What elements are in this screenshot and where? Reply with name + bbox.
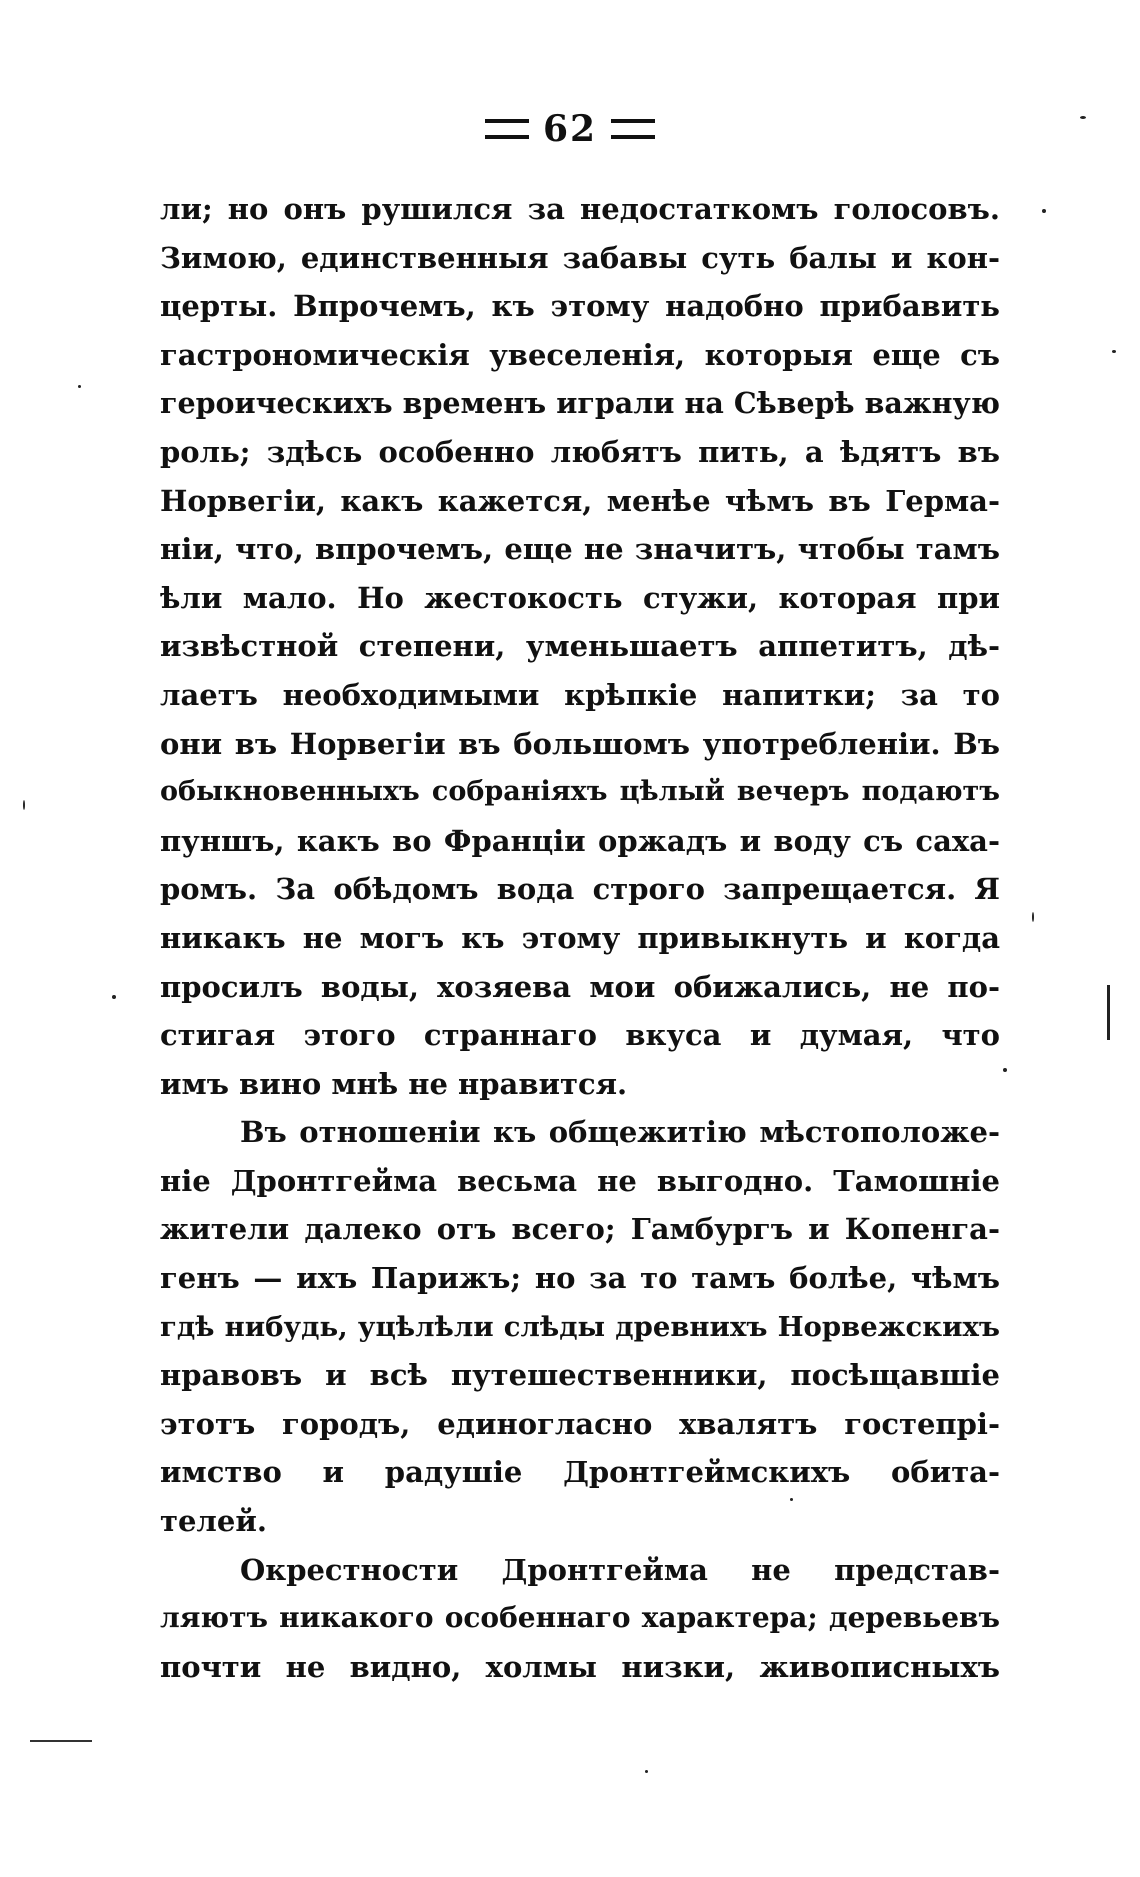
text-line: генъ — ихъ Парижъ; но за то тамъ болѣе, чѣмъ xyxy=(160,1261,1000,1296)
text-line: стигая этого страннаго вкуса и думая, что xyxy=(160,1018,1000,1053)
text-line: почти не видно, холмы низки, живописныхъ xyxy=(160,1649,1000,1684)
ink-speck xyxy=(1032,912,1034,922)
ink-speck xyxy=(112,995,116,999)
text-line: героическихъ временъ играли на Сѣверѣ важную xyxy=(160,386,1000,421)
text-line: ли; но онъ рушился за недостаткомъ голосовъ. xyxy=(160,192,1000,226)
text-line: никакъ не могъ къ этому привыкнуть и когда xyxy=(160,920,1000,955)
ink-speck xyxy=(1080,116,1086,119)
ink-speck xyxy=(645,1770,648,1773)
text-line: обыкновенныхъ собраніяхъ цѣлый вечеръ подаютъ xyxy=(160,776,1000,808)
ink-speck xyxy=(790,1498,793,1501)
text-line: ляютъ никакого особеннаго характера; деревьевъ xyxy=(160,1601,1000,1635)
text-line: жители далеко отъ всего; Гамбургъ и Копенга- xyxy=(160,1212,1000,1247)
text-line: Окрестности Дронтгейма не представ- xyxy=(240,1552,1000,1587)
ink-speck xyxy=(78,385,81,388)
text-line: просилъ воды, хозяева мои обижались, не по- xyxy=(160,969,1000,1004)
left-double-rule xyxy=(485,119,529,139)
text-line: нравовъ и всѣ путешественники, посѣщавшіе xyxy=(160,1358,1000,1393)
ink-speck xyxy=(23,800,25,810)
text-line: имъ вино мнѣ не нравится. xyxy=(160,1066,628,1101)
text-line: роль; здѣсь особенно любятъ пить, а ѣдятъ въ xyxy=(160,434,1000,469)
right-double-rule xyxy=(611,119,655,139)
text-line: извѣстной степени, уменьшаетъ аппетитъ, дѣ- xyxy=(160,629,1000,664)
text-line: они въ Норвегіи въ большомъ употребленіи. Въ xyxy=(160,726,1000,761)
margin-mark xyxy=(1107,985,1110,1040)
page-header xyxy=(0,105,1140,150)
text-line: Норвегіи, какъ кажется, менѣе чѣмъ въ Герма- xyxy=(160,483,1000,518)
page-number: 62 xyxy=(542,108,598,150)
text-line: гдѣ нибудь, уцѣлѣли слѣды древнихъ Норвежскихъ xyxy=(160,1310,1000,1343)
margin-mark xyxy=(30,1740,92,1742)
text-line: этотъ городъ, единогласно хвалятъ гостепрі- xyxy=(160,1406,1000,1441)
text-line: имство и радушіе Дронтгеймскихъ обита- xyxy=(160,1455,1000,1490)
text-line: ѣли мало. Но жестокость стужи, которая при xyxy=(160,580,1000,615)
text-line: ромъ. За обѣдомъ вода строго запрещается. Я xyxy=(160,872,1000,907)
text-line: телей. xyxy=(160,1504,267,1539)
text-line: лаетъ необходимыми крѣпкіе напитки; за то xyxy=(160,677,1000,712)
text-line: церты. Впрочемъ, къ этому надобно прибавить xyxy=(160,289,1000,324)
text-line: ніе Дронтгейма весьма не выгодно. Тамошніе xyxy=(160,1163,1000,1198)
text-line: гастрономическія увеселенія, которыя еще съ xyxy=(160,337,1000,372)
ink-speck xyxy=(1042,209,1046,213)
ink-speck xyxy=(1112,350,1116,353)
text-line: ніи, что, впрочемъ, еще не значитъ, чтобы тамъ xyxy=(160,532,1000,567)
text-line: Зимою, единственныя забавы суть балы и кон- xyxy=(160,240,1000,275)
text-line: пуншъ, какъ во Франціи оржадъ и воду съ саха- xyxy=(160,823,1000,858)
body-text xyxy=(160,185,1000,1691)
text-line: Въ отношеніи къ общежитію мѣстоположе- xyxy=(240,1115,1000,1150)
ink-speck xyxy=(1003,1068,1007,1072)
